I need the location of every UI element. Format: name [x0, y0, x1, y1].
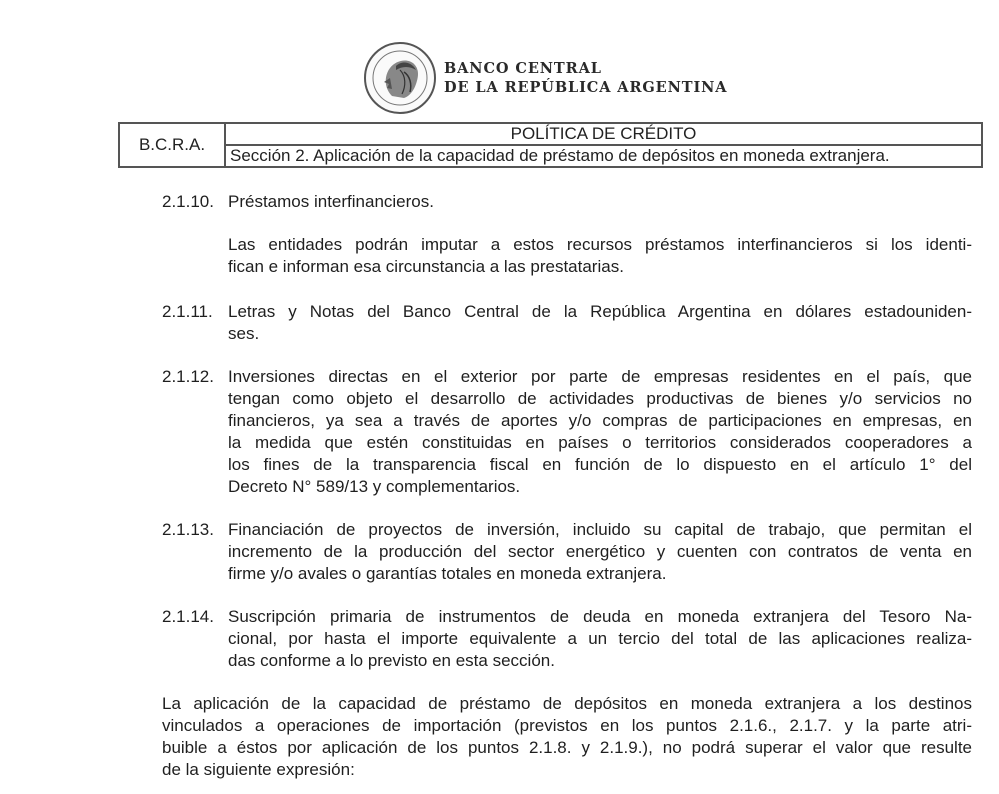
bcra-seal-icon — [364, 42, 436, 114]
item-text: Letras y Notas del Banco Central de la República Argentina en dólares estadouniden- — [228, 302, 972, 321]
item-number: 2.1.14. — [162, 607, 214, 626]
item-subtext: fican e informan esa circunstancia a las prestatarias. — [228, 257, 624, 276]
closing-text: de la siguiente expresión: — [162, 760, 355, 779]
bank-header — [364, 42, 727, 114]
item-number: 2.1.13. — [162, 520, 214, 539]
document-header-table — [118, 122, 983, 168]
item-text: la medida que estén constituidas en países o territorios considerados cooperadores a — [228, 433, 972, 452]
item-number: 2.1.12. — [162, 367, 214, 386]
item-text: financieros, ya sea a través de aportes y/o compras de participaciones en empresas, en — [228, 411, 972, 430]
item-number: 2.1.11. — [162, 302, 213, 321]
item-text: incremento de la producción del sector energético y cuenten con contratos de venta en — [228, 542, 972, 561]
item-text: Financiación de proyectos de inversión, incluido su capital de trabajo, que permitan el — [228, 520, 972, 539]
item-text: das conforme a lo previsto en esta sección. — [228, 651, 555, 670]
org-cell: B.C.R.A. — [119, 123, 225, 167]
item-text: cional, por hasta el importe equivalente a un tercio del total de las aplicaciones realiza- — [228, 629, 972, 648]
item-text: Decreto N° 589/13 y complementarios. — [228, 477, 521, 496]
item-text: tengan como objeto el desarrollo de actividades productivas de bienes y/o servicios no — [228, 389, 972, 408]
bank-name-line2: DE LA REPÚBLICA ARGENTINA — [444, 79, 728, 96]
item-text: Suscripción primaria de instrumentos de deuda en moneda extranjera del Tesoro Na- — [228, 607, 972, 626]
item-text: Inversiones directas en el exterior por parte de empresas residentes en el país, que — [228, 367, 972, 386]
closing-text: buible a éstos por aplicación de los puntos 2.1.8. y 2.1.9.), no podrá superar el valor que resulte — [162, 738, 972, 757]
section-title: Sección 2. Aplicación de la capacidad de préstamo de depósitos en moneda extranjera. — [225, 145, 982, 167]
bank-name — [444, 59, 727, 97]
item-subtext: Las entidades podrán imputar a estos recursos préstamos interfinancieros si los identi- — [228, 235, 972, 254]
closing-text: vinculados a operaciones de importación (previstos en los puntos 2.1.6., 2.1.7. y la parte atri- — [162, 716, 972, 735]
policy-title: POLÍTICA DE CRÉDITO — [225, 123, 982, 145]
item-text: firme y/o avales o garantías totales en moneda extranjera. — [228, 564, 667, 583]
item-text: Préstamos interfinancieros. — [228, 192, 434, 211]
bank-name-line1: BANCO CENTRAL — [444, 60, 602, 77]
item-text: los fines de la transparencia fiscal en función de lo dispuesto en el artículo 1° del — [228, 455, 972, 474]
closing-text: La aplicación de la capacidad de préstamo de depósitos en moneda extranjera a los destinos — [162, 694, 972, 713]
item-number: 2.1.10. — [162, 192, 214, 211]
item-text: ses. — [228, 324, 260, 343]
